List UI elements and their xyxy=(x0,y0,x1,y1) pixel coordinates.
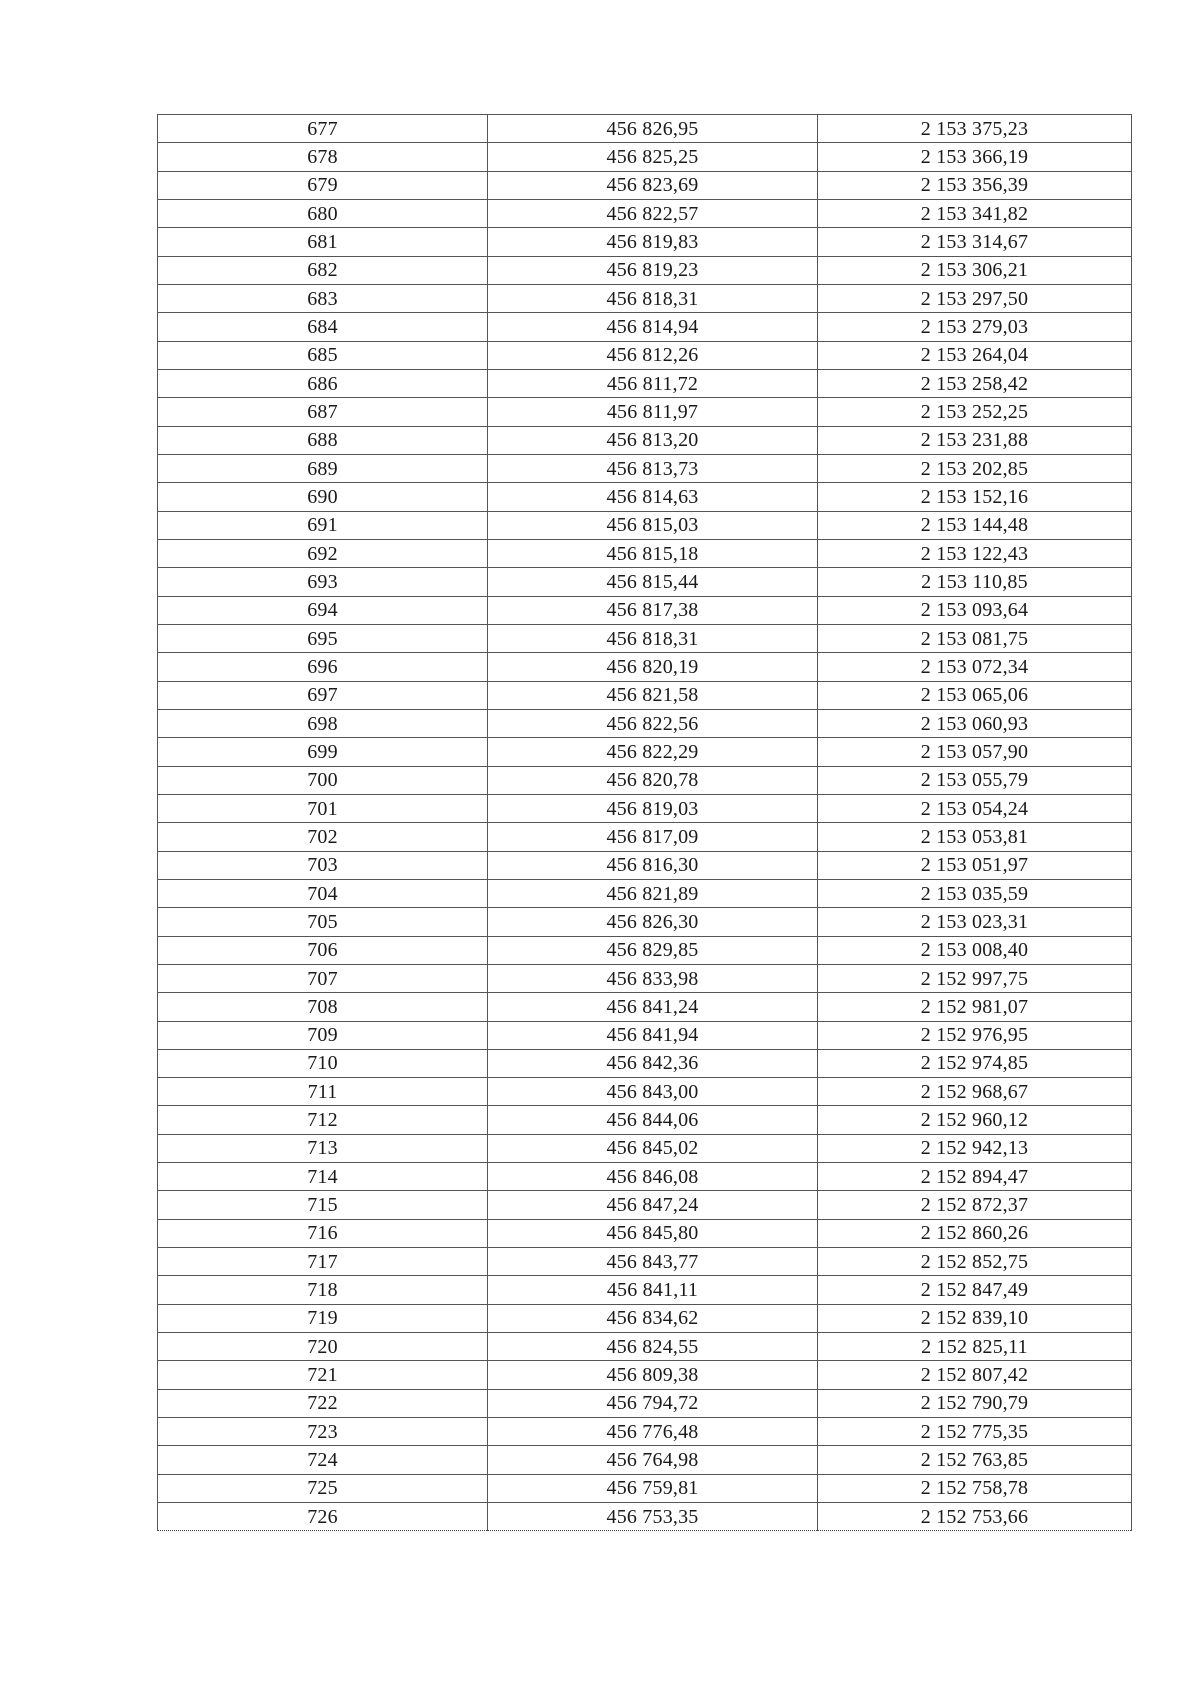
table-row xyxy=(158,964,1132,992)
y-coordinate-cell: 2 153 152,16 xyxy=(818,483,1132,511)
table-row xyxy=(158,228,1132,256)
y-coordinate-cell: 2 153 306,21 xyxy=(818,256,1132,284)
table-row xyxy=(158,568,1132,596)
table-row xyxy=(158,1474,1132,1502)
x-coordinate-cell: 456 821,89 xyxy=(488,879,818,907)
x-coordinate-cell: 456 809,38 xyxy=(488,1361,818,1389)
y-coordinate-cell: 2 152 968,67 xyxy=(818,1078,1132,1106)
x-coordinate-cell: 456 826,30 xyxy=(488,908,818,936)
y-coordinate-cell: 2 152 852,75 xyxy=(818,1248,1132,1276)
y-coordinate-cell: 2 153 341,82 xyxy=(818,199,1132,227)
table-row xyxy=(158,115,1132,143)
table-row xyxy=(158,1389,1132,1417)
x-coordinate-cell: 456 820,19 xyxy=(488,653,818,681)
table-row xyxy=(158,851,1132,879)
table-row xyxy=(158,511,1132,539)
table-row xyxy=(158,1361,1132,1389)
x-coordinate-cell: 456 847,24 xyxy=(488,1191,818,1219)
point-number-cell: 699 xyxy=(158,738,488,766)
table-row xyxy=(158,823,1132,851)
y-coordinate-cell: 2 153 072,34 xyxy=(818,653,1132,681)
x-coordinate-cell: 456 816,30 xyxy=(488,851,818,879)
table-row xyxy=(158,1049,1132,1077)
x-coordinate-cell: 456 813,73 xyxy=(488,454,818,482)
y-coordinate-cell: 2 153 054,24 xyxy=(818,794,1132,822)
y-coordinate-cell: 2 152 960,12 xyxy=(818,1106,1132,1134)
y-coordinate-cell: 2 153 202,85 xyxy=(818,454,1132,482)
point-number-cell: 725 xyxy=(158,1474,488,1502)
point-number-cell: 694 xyxy=(158,596,488,624)
y-coordinate-cell: 2 153 081,75 xyxy=(818,624,1132,652)
x-coordinate-cell: 456 841,94 xyxy=(488,1021,818,1049)
x-coordinate-cell: 456 845,02 xyxy=(488,1134,818,1162)
table-row xyxy=(158,369,1132,397)
table-row xyxy=(158,596,1132,624)
coordinates-table-body xyxy=(158,115,1132,1531)
y-coordinate-cell: 2 152 753,66 xyxy=(818,1503,1132,1531)
point-number-cell: 719 xyxy=(158,1304,488,1332)
x-coordinate-cell: 456 764,98 xyxy=(488,1446,818,1474)
point-number-cell: 693 xyxy=(158,568,488,596)
table-row xyxy=(158,879,1132,907)
point-number-cell: 705 xyxy=(158,908,488,936)
table-row xyxy=(158,1333,1132,1361)
y-coordinate-cell: 2 153 065,06 xyxy=(818,681,1132,709)
y-coordinate-cell: 2 152 976,95 xyxy=(818,1021,1132,1049)
y-coordinate-cell: 2 152 894,47 xyxy=(818,1163,1132,1191)
point-number-cell: 723 xyxy=(158,1418,488,1446)
point-number-cell: 680 xyxy=(158,199,488,227)
point-number-cell: 690 xyxy=(158,483,488,511)
x-coordinate-cell: 456 776,48 xyxy=(488,1418,818,1446)
x-coordinate-cell: 456 814,94 xyxy=(488,313,818,341)
y-coordinate-cell: 2 152 860,26 xyxy=(818,1219,1132,1247)
y-coordinate-cell: 2 153 356,39 xyxy=(818,171,1132,199)
point-number-cell: 679 xyxy=(158,171,488,199)
point-number-cell: 697 xyxy=(158,681,488,709)
y-coordinate-cell: 2 152 790,79 xyxy=(818,1389,1132,1417)
point-number-cell: 716 xyxy=(158,1219,488,1247)
point-number-cell: 703 xyxy=(158,851,488,879)
x-coordinate-cell: 456 822,29 xyxy=(488,738,818,766)
table-row xyxy=(158,313,1132,341)
table-row xyxy=(158,398,1132,426)
x-coordinate-cell: 456 819,03 xyxy=(488,794,818,822)
y-coordinate-cell: 2 152 807,42 xyxy=(818,1361,1132,1389)
point-number-cell: 722 xyxy=(158,1389,488,1417)
point-number-cell: 695 xyxy=(158,624,488,652)
x-coordinate-cell: 456 815,03 xyxy=(488,511,818,539)
x-coordinate-cell: 456 829,85 xyxy=(488,936,818,964)
y-coordinate-cell: 2 152 981,07 xyxy=(818,993,1132,1021)
point-number-cell: 720 xyxy=(158,1333,488,1361)
y-coordinate-cell: 2 153 279,03 xyxy=(818,313,1132,341)
y-coordinate-cell: 2 153 093,64 xyxy=(818,596,1132,624)
table-row xyxy=(158,993,1132,1021)
x-coordinate-cell: 456 826,95 xyxy=(488,115,818,143)
point-number-cell: 706 xyxy=(158,936,488,964)
table-row xyxy=(158,1503,1132,1531)
table-row xyxy=(158,681,1132,709)
x-coordinate-cell: 456 821,58 xyxy=(488,681,818,709)
y-coordinate-cell: 2 152 758,78 xyxy=(818,1474,1132,1502)
table-row xyxy=(158,1106,1132,1134)
point-number-cell: 724 xyxy=(158,1446,488,1474)
y-coordinate-cell: 2 152 825,11 xyxy=(818,1333,1132,1361)
y-coordinate-cell: 2 153 051,97 xyxy=(818,851,1132,879)
x-coordinate-cell: 456 812,26 xyxy=(488,341,818,369)
point-number-cell: 684 xyxy=(158,313,488,341)
table-row xyxy=(158,1446,1132,1474)
y-coordinate-cell: 2 152 997,75 xyxy=(818,964,1132,992)
x-coordinate-cell: 456 811,72 xyxy=(488,369,818,397)
point-number-cell: 718 xyxy=(158,1276,488,1304)
point-number-cell: 682 xyxy=(158,256,488,284)
y-coordinate-cell: 2 152 942,13 xyxy=(818,1134,1132,1162)
y-coordinate-cell: 2 153 297,50 xyxy=(818,284,1132,312)
x-coordinate-cell: 456 844,06 xyxy=(488,1106,818,1134)
table-row xyxy=(158,794,1132,822)
point-number-cell: 691 xyxy=(158,511,488,539)
y-coordinate-cell: 2 153 055,79 xyxy=(818,766,1132,794)
point-number-cell: 712 xyxy=(158,1106,488,1134)
x-coordinate-cell: 456 815,44 xyxy=(488,568,818,596)
coordinates-table xyxy=(157,114,1132,1531)
point-number-cell: 687 xyxy=(158,398,488,426)
table-row xyxy=(158,143,1132,171)
table-row xyxy=(158,1276,1132,1304)
table-row xyxy=(158,653,1132,681)
point-number-cell: 689 xyxy=(158,454,488,482)
y-coordinate-cell: 2 153 053,81 xyxy=(818,823,1132,851)
y-coordinate-cell: 2 153 252,25 xyxy=(818,398,1132,426)
y-coordinate-cell: 2 153 035,59 xyxy=(818,879,1132,907)
x-coordinate-cell: 456 823,69 xyxy=(488,171,818,199)
x-coordinate-cell: 456 842,36 xyxy=(488,1049,818,1077)
x-coordinate-cell: 456 834,62 xyxy=(488,1304,818,1332)
table-row xyxy=(158,936,1132,964)
table-row xyxy=(158,284,1132,312)
y-coordinate-cell: 2 152 839,10 xyxy=(818,1304,1132,1332)
point-number-cell: 721 xyxy=(158,1361,488,1389)
x-coordinate-cell: 456 841,11 xyxy=(488,1276,818,1304)
x-coordinate-cell: 456 759,81 xyxy=(488,1474,818,1502)
table-row xyxy=(158,426,1132,454)
point-number-cell: 711 xyxy=(158,1078,488,1106)
point-number-cell: 701 xyxy=(158,794,488,822)
table-row xyxy=(158,908,1132,936)
x-coordinate-cell: 456 820,78 xyxy=(488,766,818,794)
x-coordinate-cell: 456 819,23 xyxy=(488,256,818,284)
point-number-cell: 683 xyxy=(158,284,488,312)
point-number-cell: 678 xyxy=(158,143,488,171)
point-number-cell: 717 xyxy=(158,1248,488,1276)
x-coordinate-cell: 456 825,25 xyxy=(488,143,818,171)
x-coordinate-cell: 456 841,24 xyxy=(488,993,818,1021)
y-coordinate-cell: 2 152 763,85 xyxy=(818,1446,1132,1474)
y-coordinate-cell: 2 153 023,31 xyxy=(818,908,1132,936)
table-row xyxy=(158,199,1132,227)
table-row xyxy=(158,624,1132,652)
y-coordinate-cell: 2 152 872,37 xyxy=(818,1191,1132,1219)
x-coordinate-cell: 456 753,35 xyxy=(488,1503,818,1531)
table-row xyxy=(158,1078,1132,1106)
table-row xyxy=(158,341,1132,369)
point-number-cell: 702 xyxy=(158,823,488,851)
point-number-cell: 700 xyxy=(158,766,488,794)
table-row xyxy=(158,454,1132,482)
y-coordinate-cell: 2 153 110,85 xyxy=(818,568,1132,596)
table-row xyxy=(158,766,1132,794)
y-coordinate-cell: 2 153 264,04 xyxy=(818,341,1132,369)
point-number-cell: 692 xyxy=(158,539,488,567)
point-number-cell: 704 xyxy=(158,879,488,907)
table-row xyxy=(158,1191,1132,1219)
x-coordinate-cell: 456 794,72 xyxy=(488,1389,818,1417)
x-coordinate-cell: 456 846,08 xyxy=(488,1163,818,1191)
point-number-cell: 726 xyxy=(158,1503,488,1531)
y-coordinate-cell: 2 152 974,85 xyxy=(818,1049,1132,1077)
table-row xyxy=(158,709,1132,737)
x-coordinate-cell: 456 822,56 xyxy=(488,709,818,737)
table-row xyxy=(158,1021,1132,1049)
x-coordinate-cell: 456 817,38 xyxy=(488,596,818,624)
point-number-cell: 698 xyxy=(158,709,488,737)
point-number-cell: 709 xyxy=(158,1021,488,1049)
x-coordinate-cell: 456 833,98 xyxy=(488,964,818,992)
x-coordinate-cell: 456 811,97 xyxy=(488,398,818,426)
x-coordinate-cell: 456 843,77 xyxy=(488,1248,818,1276)
y-coordinate-cell: 2 153 258,42 xyxy=(818,369,1132,397)
table-row xyxy=(158,1418,1132,1446)
table-row xyxy=(158,171,1132,199)
point-number-cell: 686 xyxy=(158,369,488,397)
table-row xyxy=(158,539,1132,567)
x-coordinate-cell: 456 814,63 xyxy=(488,483,818,511)
table-row xyxy=(158,483,1132,511)
x-coordinate-cell: 456 845,80 xyxy=(488,1219,818,1247)
y-coordinate-cell: 2 152 775,35 xyxy=(818,1418,1132,1446)
y-coordinate-cell: 2 153 060,93 xyxy=(818,709,1132,737)
x-coordinate-cell: 456 815,18 xyxy=(488,539,818,567)
y-coordinate-cell: 2 153 122,43 xyxy=(818,539,1132,567)
point-number-cell: 688 xyxy=(158,426,488,454)
y-coordinate-cell: 2 153 144,48 xyxy=(818,511,1132,539)
point-number-cell: 696 xyxy=(158,653,488,681)
table-row xyxy=(158,738,1132,766)
x-coordinate-cell: 456 822,57 xyxy=(488,199,818,227)
point-number-cell: 707 xyxy=(158,964,488,992)
x-coordinate-cell: 456 813,20 xyxy=(488,426,818,454)
table-row xyxy=(158,1248,1132,1276)
y-coordinate-cell: 2 153 314,67 xyxy=(818,228,1132,256)
x-coordinate-cell: 456 818,31 xyxy=(488,624,818,652)
table-row xyxy=(158,256,1132,284)
y-coordinate-cell: 2 153 366,19 xyxy=(818,143,1132,171)
y-coordinate-cell: 2 153 008,40 xyxy=(818,936,1132,964)
point-number-cell: 710 xyxy=(158,1049,488,1077)
point-number-cell: 708 xyxy=(158,993,488,1021)
table-row xyxy=(158,1163,1132,1191)
x-coordinate-cell: 456 819,83 xyxy=(488,228,818,256)
x-coordinate-cell: 456 818,31 xyxy=(488,284,818,312)
y-coordinate-cell: 2 152 847,49 xyxy=(818,1276,1132,1304)
y-coordinate-cell: 2 153 057,90 xyxy=(818,738,1132,766)
point-number-cell: 713 xyxy=(158,1134,488,1162)
point-number-cell: 685 xyxy=(158,341,488,369)
table-row xyxy=(158,1134,1132,1162)
x-coordinate-cell: 456 843,00 xyxy=(488,1078,818,1106)
point-number-cell: 715 xyxy=(158,1191,488,1219)
y-coordinate-cell: 2 153 231,88 xyxy=(818,426,1132,454)
x-coordinate-cell: 456 824,55 xyxy=(488,1333,818,1361)
point-number-cell: 677 xyxy=(158,115,488,143)
point-number-cell: 714 xyxy=(158,1163,488,1191)
x-coordinate-cell: 456 817,09 xyxy=(488,823,818,851)
table-row xyxy=(158,1304,1132,1332)
point-number-cell: 681 xyxy=(158,228,488,256)
table-row xyxy=(158,1219,1132,1247)
y-coordinate-cell: 2 153 375,23 xyxy=(818,115,1132,143)
